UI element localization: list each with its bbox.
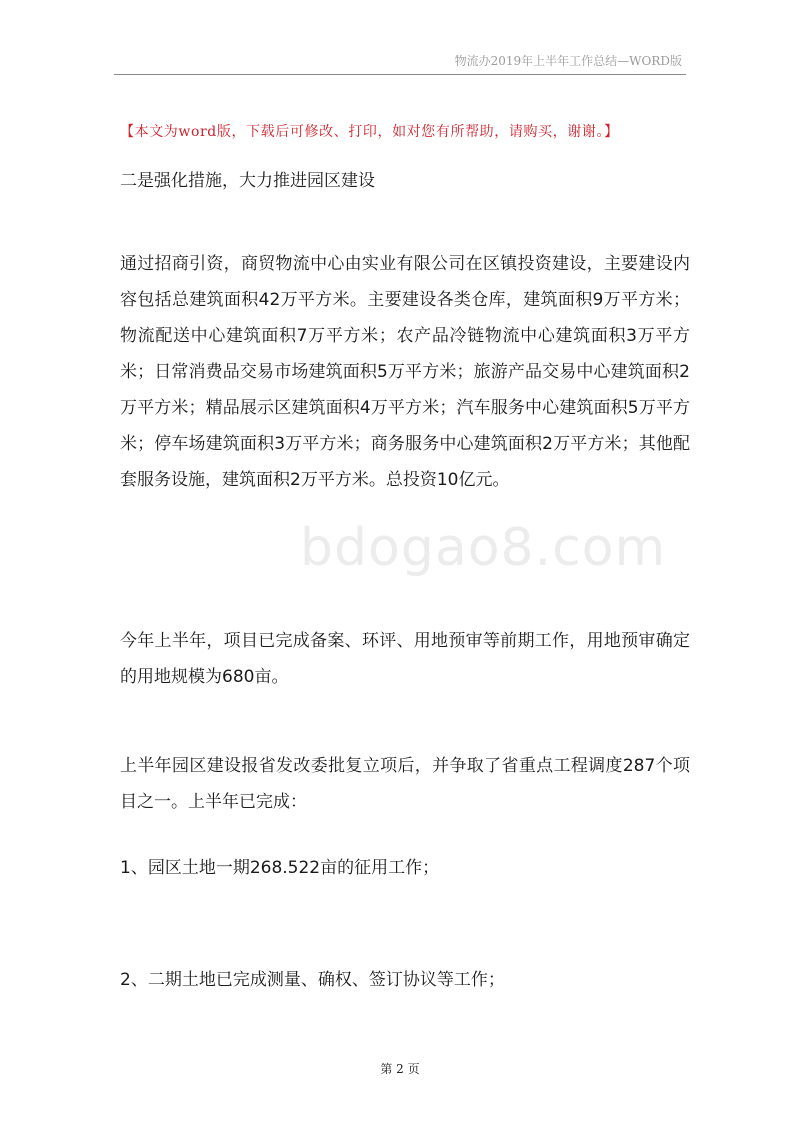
page-number: 第 2 页 — [380, 1062, 420, 1076]
paragraph-approval: 上半年园区建设报省发改委批复立项后，并争取了省重点工程调度287个项目之一。上半年已完成： — [120, 756, 690, 812]
header-title: 物流办2019年上半年工作总结—WORD版 — [454, 54, 682, 68]
header-rule — [114, 74, 686, 75]
paragraph-project-overview: 通过招商引资，商贸物流中心由实业有限公司在区镇投资建设，主要建设内容包括总建筑面积42万平方米。主要建设各类仓库，建筑面积9万平方米；物流配送中心建筑面积7万平方米；农产品冷链物流中心建筑面积3万平方米；日常消费品交易市场建筑面积5万平方米；旅游产品交易中心建筑面积2万平方米；精品展示区建筑面积4万平方米；汽车服务中心建筑面积5万平方米；停车场建筑面积3万平方米；商务服务中心建筑面积2万平方米；其他配套服务设施，建筑面积2万平方米。总投资10亿元。 — [120, 254, 690, 490]
watermark: bdogao8.com — [300, 518, 667, 578]
section-heading: 二是强化措施，大力推进园区建设 — [120, 171, 375, 191]
paragraph-progress: 今年上半年，项目已完成备案、环评、用地预审等前期工作，用地预审确定的用地规模为680亩。 — [120, 631, 690, 687]
purchase-notice: 【本文为word版，下载后可修改、打印，如对您有所帮助，请购买，谢谢。】 — [120, 124, 619, 140]
list-item-2: 2、二期土地已完成测量、确权、签订协议等工作； — [120, 970, 505, 990]
list-item-1: 1、园区土地一期268.522亩的征用工作； — [120, 858, 440, 878]
